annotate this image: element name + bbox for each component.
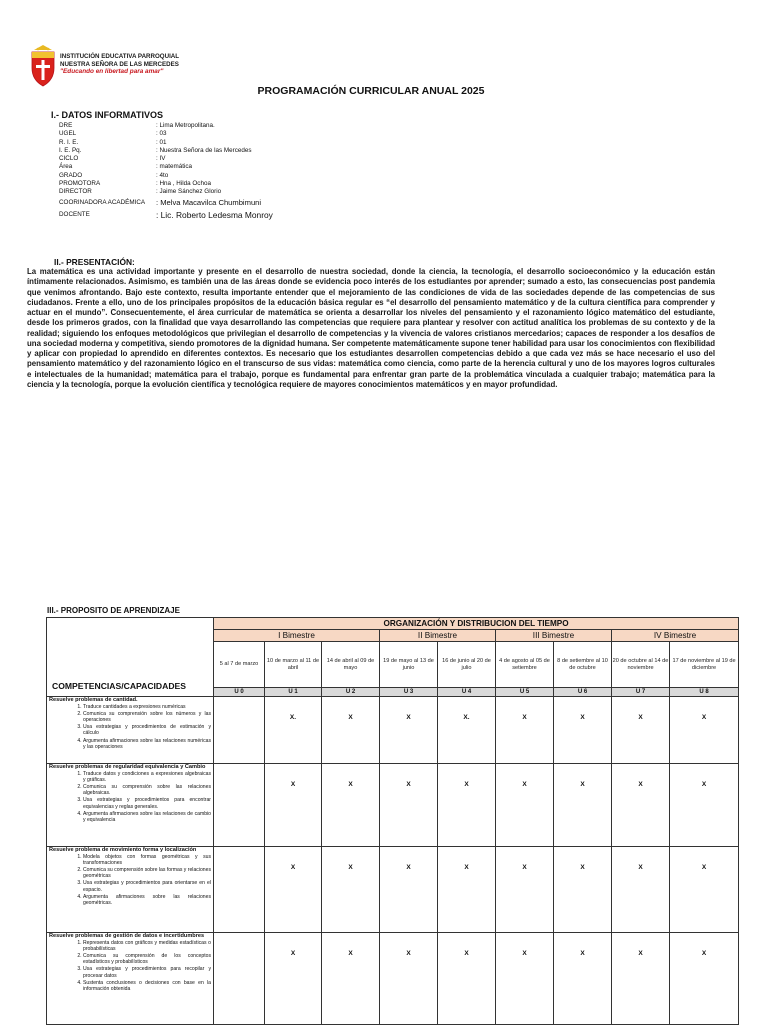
datos-value: : Nuestra Señora de las Mercedes: [156, 146, 252, 154]
datos-label: UGEL: [59, 130, 77, 138]
unit-mark: X: [554, 697, 612, 764]
unit-mark: X: [496, 764, 554, 847]
capacidad-item: 1. Traduce datos y condiciones a expresiones algebraicas y gráficas.: [83, 771, 211, 783]
unit-code: U 7: [612, 688, 670, 697]
unit-mark: X: [438, 933, 496, 1025]
capacidad-item: 4. Argumenta afirmaciones sobre las relaciones de cambio y equivalencia: [83, 811, 211, 823]
document-title: PROGRAMACIÓN CURRICULAR ANUAL 2025: [257, 85, 485, 97]
capacidad-item: 4. Sustenta conclusiones o decisiones con base en la información obtenida: [83, 980, 211, 992]
capacidad-item: 4. Argumenta afirmaciones sobre las relaciones numéricas y las operaciones: [83, 738, 211, 750]
unit-mark: X: [438, 847, 496, 933]
unit-code: U 5: [496, 688, 554, 697]
proposito-heading: III.- PROPOSITO DE APRENDIZAJE: [47, 606, 180, 615]
unit-mark: X: [380, 847, 438, 933]
unit-mark: X: [670, 764, 739, 847]
unit-date: 17 de noviembre al 19 de diciembre: [670, 642, 739, 688]
competencia-cell: [47, 697, 214, 764]
unit-mark: [214, 933, 265, 1025]
school-name-line1: INSTITUCIÓN EDUCATIVA PARROQUIAL: [60, 53, 180, 60]
competencia-row: [47, 847, 739, 933]
capacidad-item: 2. Comunica su comprensión de los conceptos estadísticos y probabilísticos: [83, 953, 211, 965]
capacidad-item: 1. Modela objetos con formas geométricas y sus transformaciones: [83, 854, 211, 866]
datos-label: COORINADORA ACADÉMICA: [59, 198, 146, 206]
unit-code: U 6: [554, 688, 612, 697]
datos-label: Área: [59, 163, 73, 171]
unit-mark: X: [322, 764, 380, 847]
presentacion-heading: II.- PRESENTACIÓN:: [54, 257, 135, 267]
unit-date: 8 de setiembre al 10 de octubre: [554, 642, 612, 688]
competencia-title: Resuelve problemas de gestión de datos e incertidumbres: [49, 933, 205, 939]
unit-mark: X: [670, 847, 739, 933]
unit-mark: X: [554, 933, 612, 1025]
unit-code: U 1: [265, 688, 322, 697]
unit-mark: [214, 697, 265, 764]
unit-mark: X: [322, 847, 380, 933]
capacidad-item: 2. Comunica su comprensión sobre las relaciones algebraicas.: [83, 784, 211, 796]
datos-value: : Jaime Sánchez Glorio: [156, 188, 222, 196]
datos-value: : 01: [156, 138, 167, 146]
datos-label: I. E. Pq.: [59, 146, 82, 154]
unit-date: 4 de agosto al 05 de setiembre: [496, 642, 554, 688]
unit-mark: X: [322, 933, 380, 1025]
unit-mark: X: [322, 697, 380, 764]
unit-mark: X: [380, 933, 438, 1025]
competencia-cell: [47, 933, 214, 1025]
capacidad-item: 1. Representa datos con gráficos y medidas estadísticas o probabilísticas: [83, 940, 211, 952]
datos-value: : IV: [156, 155, 166, 163]
datos-label: R. I. E.: [59, 138, 79, 146]
unit-date: 14 de abril al 09 de mayo: [322, 642, 380, 688]
unit-mark: X: [265, 764, 322, 847]
datos-value: : 03: [156, 130, 167, 138]
unit-mark: X: [265, 933, 322, 1025]
unit-date: 20 de octubre al 14 de noviembre: [612, 642, 670, 688]
unit-code: U 0: [214, 688, 265, 697]
capacidades-list: [49, 771, 211, 824]
unit-mark: X: [496, 933, 554, 1025]
unit-mark: X.: [265, 697, 322, 764]
unit-mark: X: [554, 764, 612, 847]
datos-label: CICLO: [59, 155, 79, 163]
unit-mark: X: [380, 697, 438, 764]
unit-mark: X: [612, 764, 670, 847]
curricular-table: [46, 617, 739, 1025]
capacidades-list: [49, 854, 211, 907]
unit-mark: X: [265, 847, 322, 933]
unit-mark: X: [496, 847, 554, 933]
capacidad-item: 3. Usa estrategias y procedimientos para encontrar equivalencias y reglas generales.: [83, 797, 211, 809]
capacidad-item: 3. Usa estrategias y procedimientos para orientarse en el espacio.: [83, 880, 211, 892]
presentacion-text: La matemática es una actividad importante y presente en el desarrollo de nuestra sociedad, donde la ciencia, la tecnología, el desarrollo socioeconómico y la educación están íntimamente relacionados. Asimismo, es también una de las áreas donde se evidencia poco interés de los estudiantes por aprender; sumado a esto, las consecuencias post pandemia que venimos afrontando. Bajo este contexto, resulta importante entender que el mejoramiento de las condiciones de vida de las sociedades depende de las competencias de sus ciudadanos. Frente a ello, uno de los principales propósitos de la educación básica regular es “el desarrollo del pensamiento matemático y de la cultura científica para comprender y actuar en el mundo”. Consecuentemente, el área curricular de matemática se orienta a desarrollar los niveles del pensamiento y el razonamiento lógico matemático del estudiante, desde los primeros grados, con la finalidad que vaya desarrollando las competencias que requiere para plantear y resolver con actitud analítica los problemas de su contexto y de la realidad; siguiendo los enfoques metodológicos que privilegian el desarrollo de competencias y la vivencia de valores cristianos mercedarios; capaces de responder a los desafíos de una sociedad moderna y competitiva, siendo promotores de la dignidad humana. Ser competente matemáticamente supone tener habilidad para usar los conocimientos con flexibilidad y aplicar con propiedad lo aprendido en diferentes contextos. Es necesario que los estudiantes desarrollen competencias debido a que cada vez más se hace necesario el uso del pensamiento matemático y del razonamiento lógico en el transcurso de sus vidas: matemática como ciencia, como parte de la herencia cultural y uno de los mayores logros culturales e intelectuales de la humanidad; matemática para el trabajo, porque es fundamental para enfrentar gran parte de la problemática vinculada a cualquier trabajo; matemática para la ciencia y la tecnología, porque la evolución científica y tecnológica requiere de mayores conocimientos matemáticos y en mayor profundidad.: [27, 267, 715, 389]
datos-value: : Lic. Roberto Ledesma Monroy: [156, 209, 273, 220]
bimestre-1: I Bimestre: [214, 630, 380, 642]
datos-value: : Melva Macavilca Chumbimuni: [156, 197, 262, 207]
unit-mark: X: [670, 697, 739, 764]
datos-value: : 4to: [156, 171, 169, 179]
unit-code: U 4: [438, 688, 496, 697]
competencia-title: Resuelve problemas de cantidad.: [49, 697, 138, 703]
competencia-row: [47, 933, 739, 1025]
unit-mark: X: [612, 697, 670, 764]
school-name: [60, 53, 179, 76]
datos-value: : Lima Metropolitana.: [156, 122, 215, 129]
datos-label: DOCENTE: [59, 210, 90, 218]
bimestre-3: III Bimestre: [496, 630, 612, 642]
unit-mark: X: [438, 764, 496, 847]
capacidad-item: 1. Traduce cantidades a expresiones numéricas: [83, 704, 211, 710]
unit-mark: [214, 764, 265, 847]
datos-value: : matemática: [156, 163, 193, 171]
capacidad-item: 3. Usa estrategias y procedimientos para recopilar y procesar datos: [83, 966, 211, 978]
competencia-title: Resuelve problema de movimiento forma y localización: [49, 847, 197, 853]
competencia-cell: [47, 764, 214, 847]
unit-date: 10 de marzo al 11 de abril: [265, 642, 322, 688]
capacidad-item: 3. Usa estrategias y procedimientos de estimación y cálculo: [83, 724, 211, 736]
competencias-header: COMPETENCIAS/CAPACIDADES: [47, 618, 214, 697]
capacidades-list: [49, 940, 211, 993]
datos-label: DIRECTOR: [59, 188, 92, 196]
school-motto: "Educando en libertad para amar": [60, 68, 164, 75]
datos-heading: I.- DATOS INFORMATIVOS: [51, 110, 163, 120]
datos-value: : Hna , Hilda Ochoa: [156, 180, 211, 188]
unit-mark: X: [612, 847, 670, 933]
capacidades-list: [49, 704, 211, 750]
competencia-row: [47, 697, 739, 764]
competencia-title: Resuelve problemas de regularidad equivalencia y Cambio: [49, 764, 206, 770]
unit-mark: X: [670, 933, 739, 1025]
competencia-cell: [47, 847, 214, 933]
school-shield-logo: [30, 44, 56, 88]
unit-code: U 2: [322, 688, 380, 697]
unit-mark: X: [612, 933, 670, 1025]
bimestre-4: IV Bimestre: [612, 630, 739, 642]
unit-code: U 3: [380, 688, 438, 697]
bimestre-2: II Bimestre: [380, 630, 496, 642]
datos-label: DRE: [59, 122, 73, 129]
capacidad-item: 2. Comunica su comprensión sobre los números y las operaciones: [83, 711, 211, 723]
org-header: ORGANIZACIÓN Y DISTRIBUCION DEL TIEMPO: [214, 618, 739, 630]
capacidad-item: 2. Comunica su comprensión sobre las formas y relaciones geométricas: [83, 867, 211, 879]
unit-date: 5 al 7 de marzo: [214, 642, 265, 688]
unit-mark: X: [380, 764, 438, 847]
school-name-line2: NUESTRA SEÑORA DE LAS MERCEDES: [60, 60, 179, 68]
unit-date: 16 de junio al 20 de julio: [438, 642, 496, 688]
capacidad-item: 4. Argumenta afirmaciones sobre las relaciones geométricas.: [83, 894, 211, 906]
unit-mark: X: [496, 697, 554, 764]
unit-mark: X.: [438, 697, 496, 764]
unit-mark: X: [554, 847, 612, 933]
competencia-row: [47, 764, 739, 847]
unit-mark: [214, 847, 265, 933]
datos-label: PROMOTORA: [59, 180, 101, 188]
datos-label: GRADO: [59, 171, 83, 179]
unit-date: 19 de mayo al 13 de junio: [380, 642, 438, 688]
unit-code: U 8: [670, 688, 739, 697]
